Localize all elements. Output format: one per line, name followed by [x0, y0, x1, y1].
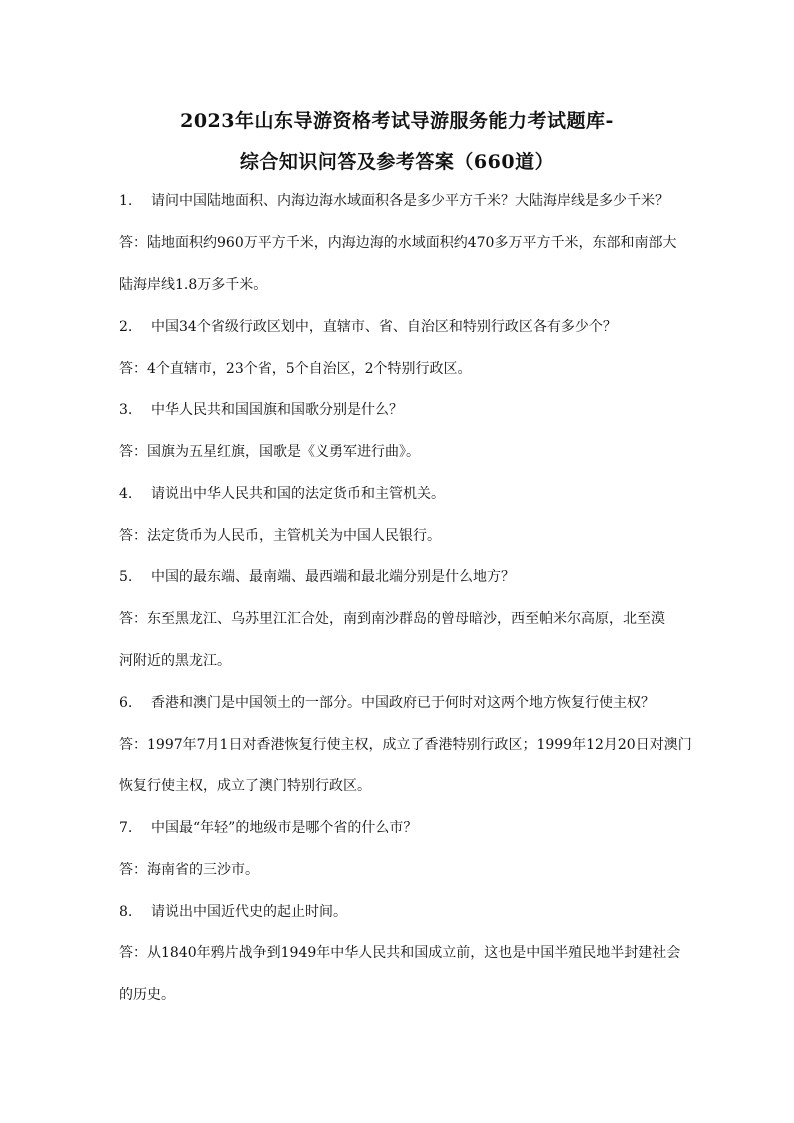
answer-3-line-1: 答：国旗为五星红旗，国歌是《义勇军进行曲》。: [119, 444, 420, 460]
answer-5-line-1: 答：东至黑龙江、乌苏里江汇合处，南到南沙群岛的曾母暗沙，西至帕米尔高原，北至漠: [119, 611, 665, 627]
question-text: 中国最“年轻”的地级市是哪个省的什么市？: [151, 820, 418, 836]
question-6: [119, 694, 679, 712]
question-text: 中国的最东端、最南端、最西端和最北端分别是什么地方？: [151, 569, 515, 585]
answer-7-line-1: 答：海南省的三沙市。: [119, 862, 259, 878]
answer-6-line-1: 答：1997年7月1日对香港恢复行使主权，成立了香港特别行政区；1999年12月20日对澳门: [119, 737, 692, 753]
question-text: 中华人民共和国国旗和国歌分别是什么？: [151, 402, 403, 418]
question-number: 4.: [119, 486, 133, 502]
question-number: 3.: [119, 402, 133, 418]
question-5: [119, 568, 679, 586]
answer-8-line-1: 答：从1840年鸦片战争到1949年中华人民共和国成立前，这也是中国半殖民地半封建社会: [119, 945, 681, 961]
answer-5-line-2: 河附近的黑龙江。: [119, 653, 231, 669]
question-text: 请说出中华人民共和国的法定货币和主管机关。: [151, 486, 445, 502]
question-text: 请问中国陆地面积、内海边海水域面积各是多少平方千米？大陆海岸线是多少千米？: [151, 193, 669, 209]
document-title-line-1: 2023年山东导游资格考试导游服务能力考试题库-: [180, 110, 614, 132]
answer-1-line-1: 答：陆地面积约960万平方千米，内海边海的水域面积约470多万平方千米，东部和南部大: [119, 235, 677, 251]
answer-2-line-1: 答：4个直辖市，23个省，5个自治区，2个特别行政区。: [119, 361, 472, 377]
question-number: 5.: [119, 569, 133, 585]
question-2: [119, 318, 679, 336]
question-number: 8.: [119, 904, 133, 920]
question-1: [119, 192, 679, 210]
answer-4-line-1: 答：法定货币为人民币，主管机关为中国人民银行。: [119, 528, 441, 544]
answer-6-line-2: 恢复行使主权，成立了澳门特别行政区。: [119, 778, 371, 794]
question-number: 7.: [119, 820, 133, 836]
question-text: 请说出中国近代史的起止时间。: [151, 904, 347, 920]
question-4: [119, 485, 679, 503]
question-text: 香港和澳门是中国领土的一部分。中国政府已于何时对这两个地方恢复行使主权？: [151, 695, 655, 711]
answer-8-line-2: 的历史。: [119, 987, 175, 1003]
question-number: 2.: [119, 319, 133, 335]
question-number: 6.: [119, 695, 133, 711]
question-8: [119, 903, 679, 921]
question-3: [119, 401, 679, 419]
question-number: 1.: [119, 193, 133, 209]
document-title-line-2: 综合知识问答及参考答案（660道）: [239, 151, 555, 173]
answer-1-line-2: 陆海岸线1.8万多千米。: [119, 277, 268, 293]
question-7: [119, 819, 679, 837]
question-text: 中国34个省级行政区划中，直辖市、省、自治区和特别行政区各有多少个？: [151, 319, 617, 335]
